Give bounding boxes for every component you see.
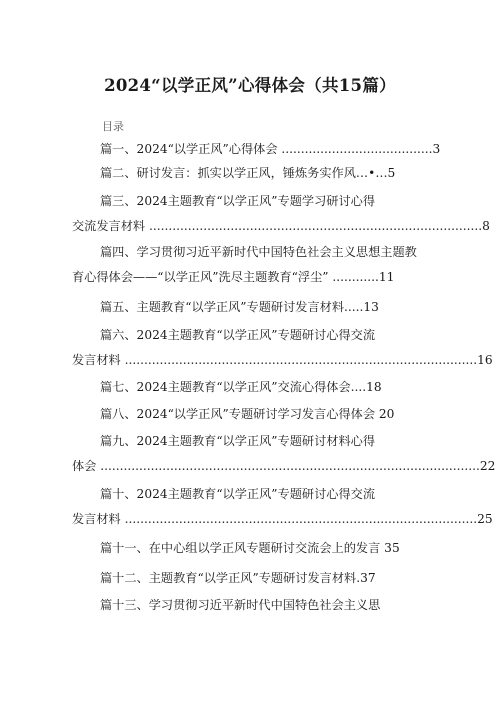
document-title: 2024“以学正风”心得体会（共15篇）: [104, 76, 396, 95]
toc-entry-line: 篇三、2024主题教育“以学正风”专题学习研讨心得: [100, 194, 376, 208]
toc-entry-line: 发言材料 ...........................................................................................16: [72, 353, 493, 367]
toc-entry-line: 篇九、2024主题教育“以学正风”专题研讨材料心得: [100, 434, 376, 448]
toc-entry-line: 篇十三、学习贯彻习近平新时代中国特色社会主义思: [100, 598, 381, 612]
toc-entry-line: 篇十二、主题教育“以学正风”专题研讨发言材料.37: [100, 571, 376, 585]
toc-entry-line: 体会 ..................................................................................................22: [72, 459, 496, 473]
toc-entry-line: 篇十、2024主题教育“以学正风”专题研讨心得交流: [100, 487, 376, 501]
toc-entry-line: 交流发言材料 ......................................................................................8: [72, 219, 490, 233]
toc-entry-line: 发言材料 ...........................................................................................25: [72, 512, 493, 526]
toc-entry-line: 篇十一、在中心组以学正风专题研讨交流会上的发言 35: [100, 541, 400, 555]
toc-entry-line: 篇一、2024“以学正风”心得体会 .......................................3: [100, 142, 441, 156]
toc-entry-line: 篇八、2024“以学正风”专题研讨学习发言心得体会 20: [100, 407, 395, 421]
toc-label: 目录: [102, 120, 124, 133]
toc-entry-line: 篇五、主题教育“以学正风”专题研讨发言材料.....13: [100, 300, 379, 314]
toc-entry-line: 篇六、2024主题教育“以学正风”专题研讨心得交流: [100, 328, 376, 342]
toc-entry-line: 篇二、研讨发言：抓实以学正风，锤炼务实作风…•…5: [100, 166, 396, 180]
toc-entry-line: 篇七、2024主题教育“以学正风”交流心得体会....18: [100, 380, 382, 394]
toc-entry-line: 篇四、学习贯彻习近平新时代中国特色社会主义思想主题教: [100, 245, 417, 259]
toc-entry-line: 育心得体会——“以学正风”洗尽主题教育“浮尘” ............11: [72, 270, 395, 284]
